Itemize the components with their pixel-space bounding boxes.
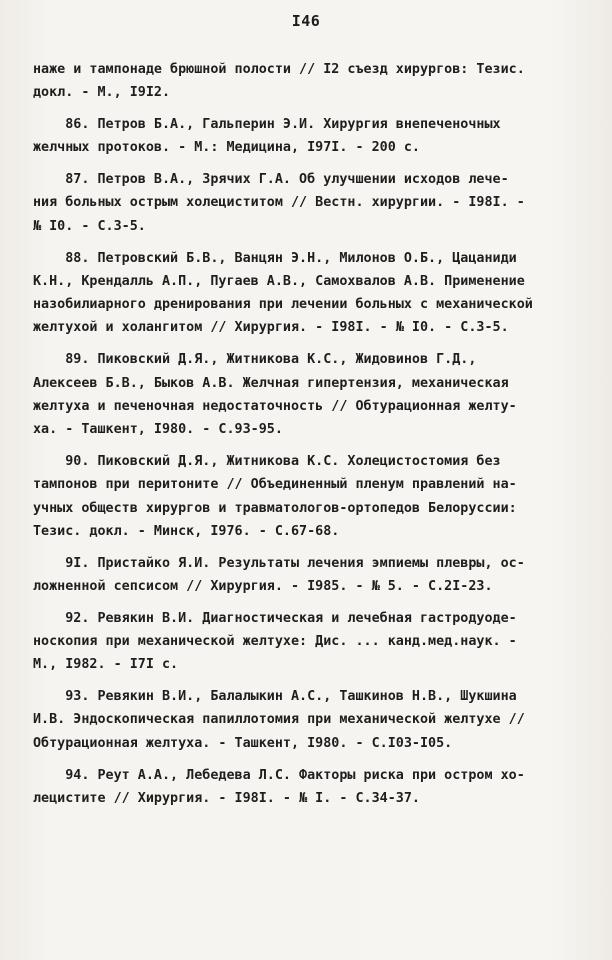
paragraph-gap [33,441,585,450]
text-line: 87. Петров В.А., Зрячих Г.А. Об улучшении исходов лече- [33,172,509,188]
text-line: 88. Петровский Б.В., Ванцян Э.Н., Милонов О.Б., Цацаниди [33,250,517,266]
text-line: Тезис. докл. - Минск, I976. - С.67-68. [33,523,340,539]
text-line: носкопия при механической желтухе: Дис. ... канд.мед.наук. - [33,634,517,650]
text-line: желтуха и печеночная недостаточность // Обтурационная желту- [33,398,517,414]
bibliography-text [33,58,585,810]
paragraph-gap [33,160,585,169]
paragraph-gap [33,238,585,247]
paragraph-gap [33,755,585,764]
text-line: К.Н., Крендалль А.П., Пугаев А.В., Самохвалов А.В. Применение [33,273,525,289]
text-line: ложненной сепсисом // Хирургия. - I985. - № 5. - С.2I-23. [33,578,493,594]
text-line: ха. - Ташкент, I980. - С.93-95. [33,422,283,438]
text-line: учных обществ хирургов и травматологов-ортопедов Белоруссии: [33,500,517,516]
paragraph-gap [33,340,585,349]
paragraph-gap [33,598,585,607]
text-line: 94. Реут А.А., Лебедева Л.С. Факторы риска при остром хо- [33,767,525,783]
text-line: желчных протоков. - М.: Медицина, I97I. - 200 с. [33,140,420,156]
text-line: 93. Ревякин В.И., Балалыкин А.С., Ташкинов Н.В., Шукшина [33,689,517,705]
text-line: тампонов при перитоните // Объединенный пленум правлений на- [33,477,517,493]
text-line: Обтурационная желтуха. - Ташкент, I980. - С.I03-I05. [33,735,453,751]
text-line: ния больных острым холециститом // Вестн. хирургии. - I98I. - [33,195,525,211]
text-line: лецистите // Хирургия. - I98I. - № I. - С.34-37. [33,790,420,806]
page-number: I46 [291,12,321,30]
text-line: докл. - М., I9I2. [33,85,171,101]
text-line: 86. Петров Б.А., Гальперин Э.И. Хирургия внепеченочных [33,117,501,133]
text-line: желтухой и холангитом // Хирургия. - I98I. - № I0. - С.3-5. [33,320,509,336]
text-line: Алексеев Б.В., Быков А.В. Желчная гипертензия, механическая [33,375,509,391]
text-line: И.В. Эндоскопическая папиллотомия при механической желтухе // [33,712,525,728]
text-line: 90. Пиковский Д.Я., Житникова К.С. Холецистостомия без [33,453,501,469]
text-line: М., I982. - I7I с. [33,657,179,673]
text-line: 92. Ревякин В.И. Диагностическая и лечебная гастродуоде- [33,610,517,626]
text-line: 89. Пиковский Д.Я., Житникова К.С., Жидовинов Г.Д., [33,352,477,368]
text-line: наже и тампонаде брюшной полости // I2 съезд хирургов: Тезис. [33,62,525,77]
paragraph-gap [33,543,585,552]
text-line: № I0. - С.3-5. [33,218,146,234]
paragraph-gap [33,677,585,686]
text-line: 9I. Пристайко Я.И. Результаты лечения эмпиемы плевры, ос- [33,555,525,571]
text-line: назобилиарного дренирования при лечении больных с механической [33,297,533,313]
paragraph-gap [33,105,585,114]
